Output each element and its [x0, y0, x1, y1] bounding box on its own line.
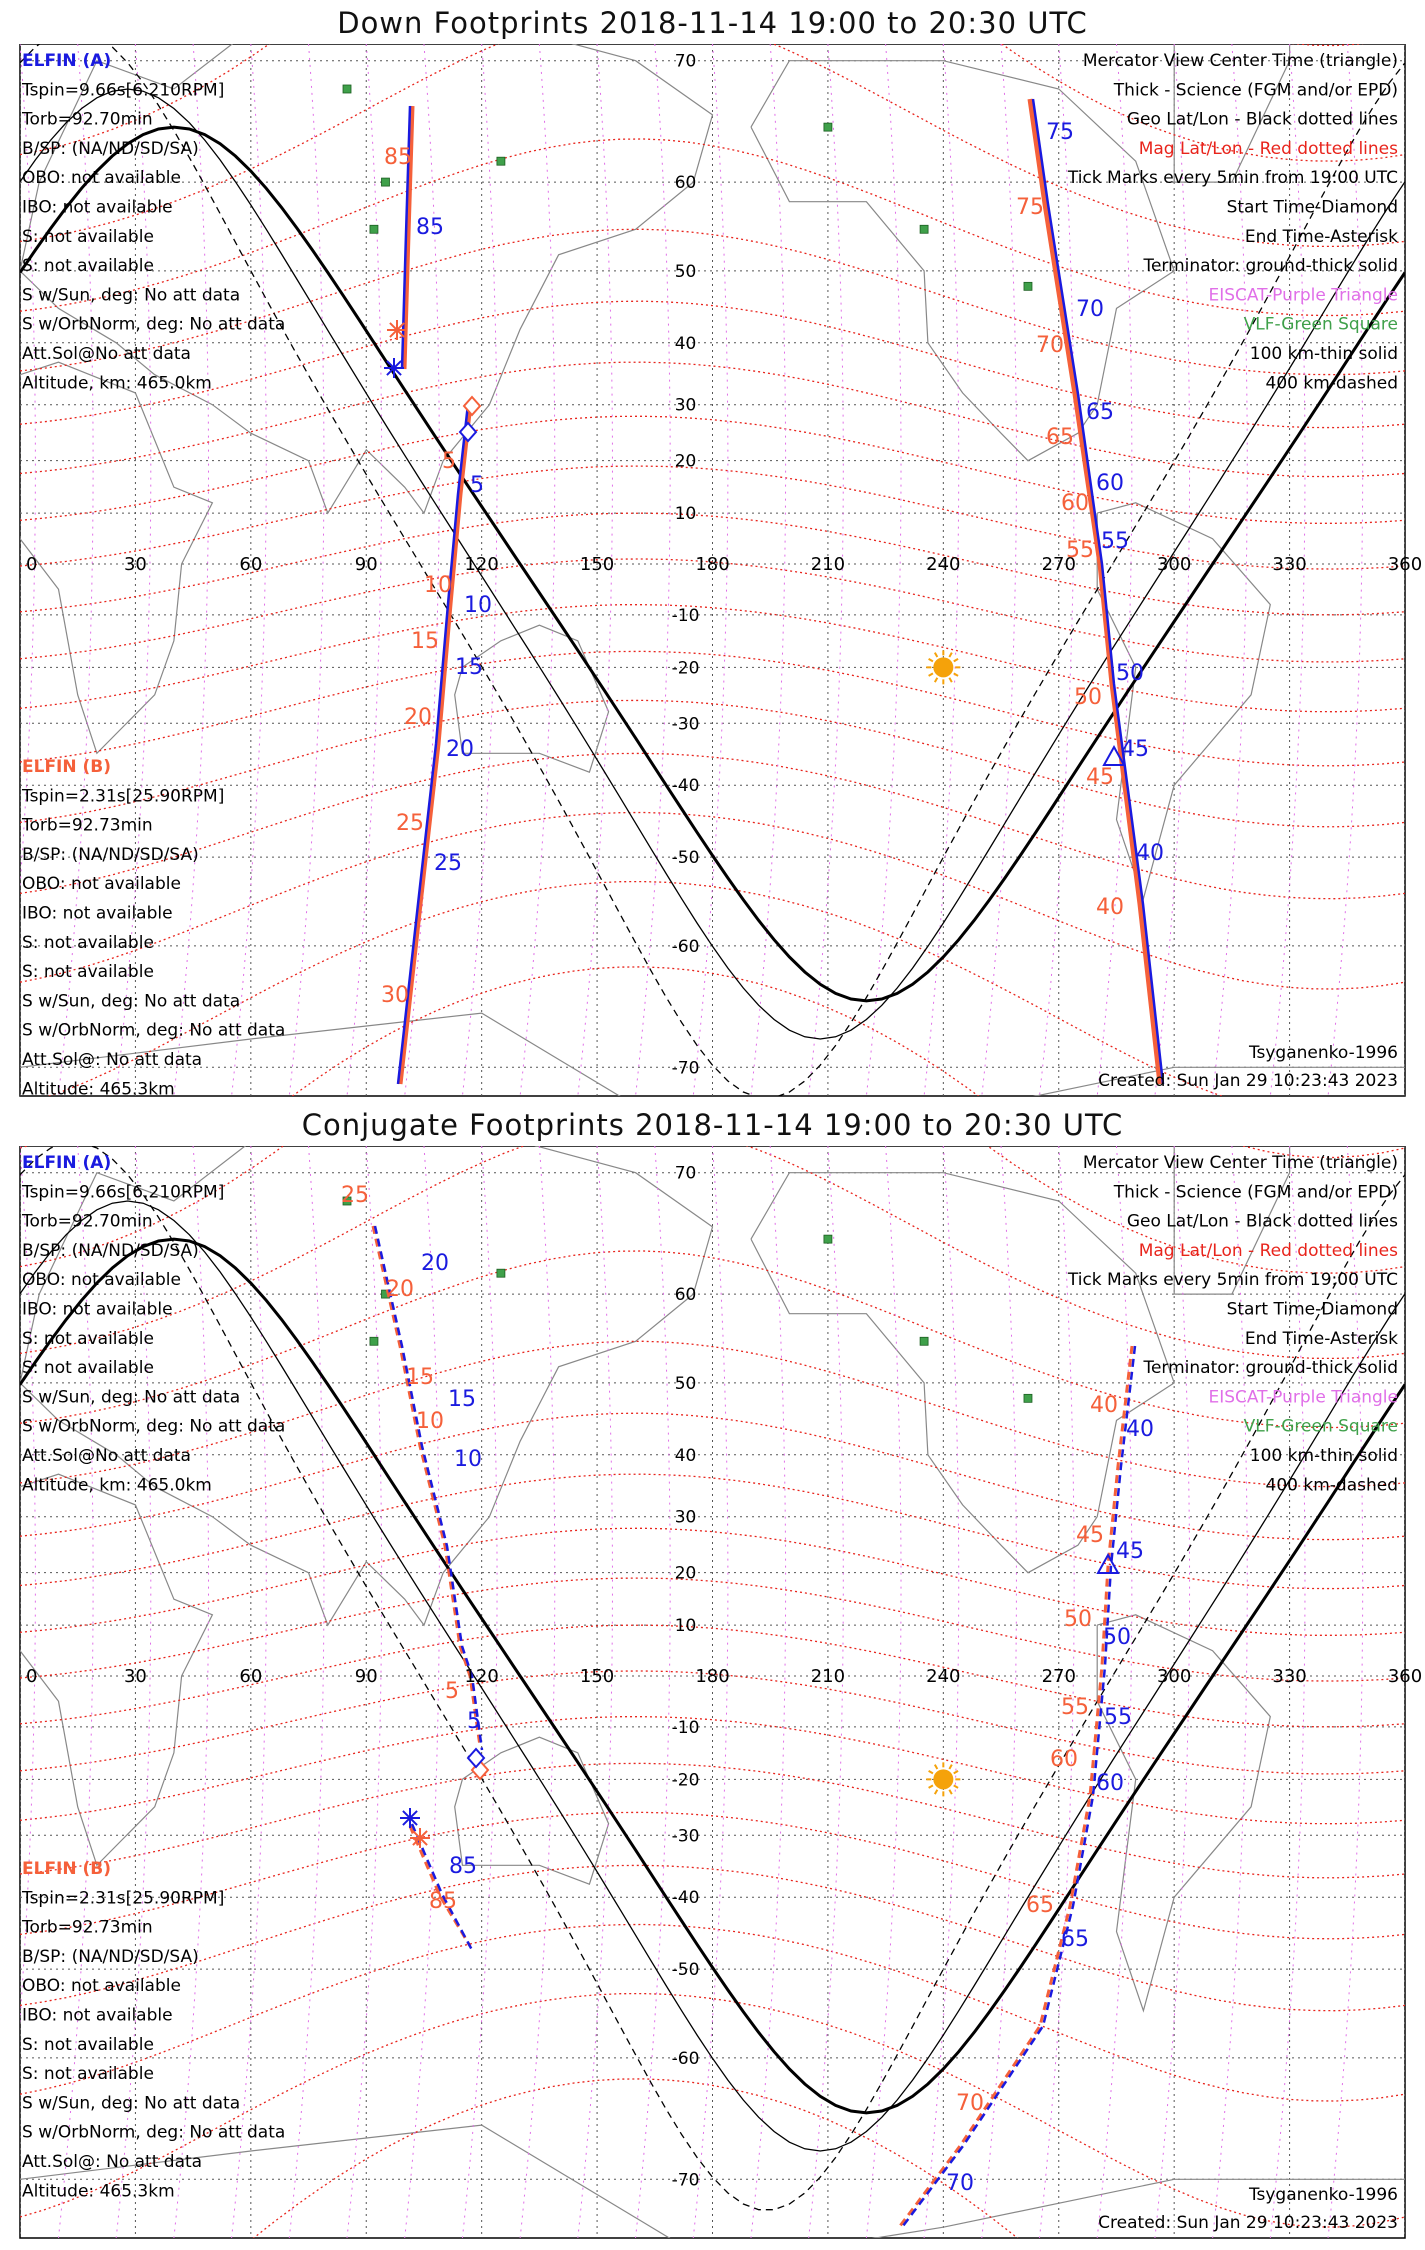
lon-tick-label: 30 — [123, 1666, 147, 1687]
elfin-a-tick-label: 75 — [1046, 120, 1074, 145]
elfin-b-info-line: OBO: not available — [22, 1976, 181, 1997]
elfin-b-tick-label: 15 — [406, 1365, 434, 1390]
lat-tick-label: 60 — [674, 1285, 697, 1306]
elfin-b-end-asterisk — [410, 1828, 430, 1848]
elfin-a-tick-label: 60 — [1096, 1771, 1124, 1796]
lat-tick-label: 40 — [674, 333, 697, 354]
vlf-station-marker — [824, 123, 832, 131]
legend-item: Tick Marks every 5min from 19:00 UTC — [1067, 168, 1398, 189]
lat-tick-label: -70 — [671, 1058, 700, 1079]
elfin-a-tick-label: 40 — [1136, 841, 1164, 866]
legend-item: Mag Lat/Lon - Red dotted lines — [1138, 1240, 1398, 1261]
lat-tick-label: 60 — [674, 173, 697, 194]
elfin-b-tick-label: 20 — [386, 1277, 414, 1302]
legend-item: Start Time-Diamond — [1226, 1299, 1398, 1320]
elfin-a-tick-label: 65 — [1086, 400, 1114, 425]
elfin-b-tick-label: 10 — [416, 1409, 444, 1434]
elfin-a-info-line: Att.Sol@No att data — [22, 344, 191, 364]
lat-tick-label: 10 — [674, 504, 697, 525]
lat-tick-label: -10 — [671, 1717, 700, 1738]
mag-meridian — [578, 1146, 613, 2238]
lat-tick-label: -40 — [671, 1888, 700, 1909]
elfin-a-info-line: Torb=92.70min — [22, 1211, 153, 1232]
legend-item: Mercator View Center Time (triangle) — [1082, 1153, 1398, 1173]
mag-meridian — [1040, 1146, 1075, 2238]
elfin-a-tick-label: 50 — [1116, 661, 1144, 686]
lat-tick-label: -50 — [671, 848, 700, 869]
lat-tick-label: 20 — [674, 1563, 697, 1584]
lon-tick-label: 150 — [579, 554, 615, 575]
elfin-a-info-line: Tspin=9.66s[6.210RPM] — [22, 1182, 225, 1203]
elfin-b-info-line: S w/Sun, deg: No att data — [22, 2093, 241, 2114]
lat-tick-label: -10 — [671, 605, 700, 626]
mag-meridian — [636, 1146, 671, 2238]
legend-item: Start Time-Diamond — [1226, 197, 1398, 218]
elfin-b-tick-label: 65 — [1026, 1893, 1054, 1918]
elfin-b-tick-label: 5 — [445, 1679, 459, 1704]
legend-item: Terminator: ground-thick solid — [1143, 1358, 1398, 1379]
elfin-b-info-line: S w/OrbNorm, deg: No att data — [22, 2122, 286, 2143]
elfin-b-tick-label: 50 — [1064, 1607, 1092, 1632]
elfin-b-title: ELFIN (B) — [22, 757, 112, 777]
elfin-a-tick-label: 70 — [946, 2171, 974, 2196]
mag-meridian — [866, 1146, 901, 2238]
elfin-b-tick-label: 70 — [1036, 333, 1064, 358]
lon-tick-label: 60 — [239, 1666, 263, 1687]
elfin-a-info-line: Altitude, km: 465.0km — [22, 373, 212, 394]
lon-tick-label: 60 — [239, 554, 263, 575]
lon-tick-label: 120 — [464, 554, 499, 575]
lon-tick-label: 240 — [926, 554, 961, 575]
lat-tick-label: -40 — [671, 776, 700, 797]
panel-title-conjugate: Conjugate Footprints 2018-11-14 19:00 to 20:30 UTC — [301, 1108, 1124, 1142]
vlf-station-marker — [497, 157, 505, 165]
elfin-a-tick-label: 65 — [1061, 1927, 1089, 1952]
elfin-a-title: ELFIN (A) — [22, 51, 112, 71]
elfin-a-info-line: Att.Sol@No att data — [22, 1446, 191, 1466]
elfin-a-tick-label: 10 — [454, 1447, 482, 1472]
mag-meridian — [289, 44, 324, 1096]
lat-tick-label: -70 — [671, 2170, 700, 2191]
vlf-station-marker — [370, 1337, 378, 1345]
elfin-b-tick-label: 25 — [341, 1183, 369, 1208]
elfin-a-info-line: Tspin=9.66s[6.210RPM] — [22, 80, 225, 101]
elfin-b-title: ELFIN (B) — [22, 1859, 112, 1879]
model-label: Tsyganenko-1996 — [1248, 2185, 1398, 2205]
elfin-a-tick-label: 10 — [464, 593, 492, 618]
elfin-a-info-line: IBO: not available — [22, 197, 173, 218]
elfin-b-info-line: Tspin=2.31s[25.90RPM] — [22, 786, 225, 807]
mag-meridian — [174, 44, 209, 1096]
lon-tick-label: 150 — [579, 1666, 615, 1687]
model-label: Tsyganenko-1996 — [1248, 1043, 1398, 1063]
mag-meridian — [232, 1146, 267, 2238]
elfin-a-tick-label: 40 — [1126, 1417, 1154, 1442]
elfin-b-info-line: S: not available — [22, 932, 154, 953]
elfin-b-info-line: S: not available — [22, 2064, 154, 2085]
elfin-b-info-line: S w/OrbNorm, deg: No att data — [22, 1020, 286, 1041]
elfin-a-tick-label: 20 — [446, 737, 474, 762]
lon-tick-label: 300 — [1156, 1666, 1192, 1687]
lon-tick-label: 0 — [26, 554, 38, 575]
elfin-b-tick-label: 40 — [1096, 895, 1124, 920]
mag-meridian — [636, 44, 671, 1096]
elfin-b-end-asterisk — [387, 320, 407, 340]
elfin-b-tick-label: 5 — [442, 449, 456, 474]
elfin-a-tick-label: 55 — [1104, 1705, 1132, 1730]
lat-tick-label: 50 — [674, 1373, 697, 1394]
elfin-a-tick-label: 45 — [1116, 1539, 1144, 1564]
mag-meridian — [751, 1146, 786, 2238]
elfin-a-info-line: S: not available — [22, 226, 154, 247]
lat-tick-label: -20 — [671, 658, 700, 679]
created-timestamp: Created: Sun Jan 29 10:23:43 2023 — [1098, 1071, 1398, 1091]
mag-meridian — [866, 44, 901, 1096]
elfin-b-tick-label: 45 — [1076, 1523, 1104, 1548]
lat-tick-label: 40 — [674, 1445, 697, 1466]
vlf-station-marker — [343, 85, 351, 93]
lon-tick-label: 270 — [1041, 1666, 1076, 1687]
elfin-b-tick-label: 40 — [1090, 1393, 1118, 1418]
lon-tick-label: 330 — [1272, 1666, 1307, 1687]
vlf-station-marker — [370, 225, 378, 233]
elfin-b-tick-label: 55 — [1066, 538, 1094, 563]
map-panel-down — [0, 44, 1425, 1102]
elfin-a-tick-label: 70 — [1076, 297, 1104, 322]
elfin-a-info-line: Altitude, km: 465.0km — [22, 1475, 212, 1496]
elfin-b-tick-label: 10 — [424, 573, 452, 598]
lon-tick-label: 180 — [695, 554, 730, 575]
elfin-a-tick-label: 25 — [434, 851, 462, 876]
legend-item: VLF-Green Square — [1243, 1416, 1398, 1437]
elfin-a-end-asterisk — [384, 358, 404, 378]
elfin-a-info-line: S w/Sun, deg: No att data — [22, 1387, 241, 1408]
mag-meridian — [405, 1146, 440, 2238]
lat-tick-label: 70 — [674, 51, 697, 72]
elfin-b-info-line: B/SP: (NA/ND/SD/SA) — [22, 844, 199, 865]
elfin-b-tick-label: 25 — [396, 811, 424, 836]
legend-item: 100 km-thin solid — [1249, 344, 1398, 364]
lon-tick-label: 270 — [1041, 554, 1076, 575]
lat-tick-label: 10 — [674, 1616, 697, 1637]
continent-outline — [751, 1173, 1174, 1573]
vlf-station-marker — [920, 225, 928, 233]
elfin-b-tick-label: 15 — [411, 629, 439, 654]
vlf-station-marker — [1024, 282, 1032, 290]
lon-tick-label: 210 — [810, 554, 846, 575]
lon-tick-label: 360 — [1387, 554, 1423, 575]
elfin-b-tick-label: 85 — [384, 145, 412, 170]
elfin-b-info-line: Altitude: 465.3km — [22, 2181, 175, 2202]
legend-item: Tick Marks every 5min from 19:00 UTC — [1067, 1270, 1398, 1291]
lon-tick-label: 180 — [695, 1666, 730, 1687]
lon-tick-label: 360 — [1387, 1666, 1423, 1687]
elfin-a-tick-label: 60 — [1096, 471, 1124, 496]
legend-item: EISCAT-Purple Triangle — [1208, 1387, 1398, 1408]
legend-item: Mercator View Center Time (triangle) — [1082, 51, 1398, 71]
mag-meridian — [289, 1146, 324, 2238]
vlf-station-marker — [824, 1235, 832, 1243]
elfin-b-info-line: B/SP: (NA/ND/SD/SA) — [22, 1946, 199, 1967]
lat-tick-label: 20 — [674, 451, 697, 472]
created-timestamp: Created: Sun Jan 29 10:23:43 2023 — [1098, 2213, 1398, 2233]
elfin-b-tick-label: 55 — [1061, 1695, 1089, 1720]
elfin-a-info-line: S w/OrbNorm, deg: No att data — [22, 314, 286, 335]
mag-meridian — [462, 1146, 497, 2238]
legend-item: Thick - Science (FGM and/or EPD) — [1113, 80, 1398, 101]
elfin-b-tick-label: 45 — [1086, 765, 1114, 790]
elfin-b-info-line: Torb=92.73min — [22, 815, 153, 836]
legend-item: Thick - Science (FGM and/or EPD) — [1113, 1182, 1398, 1203]
elfin-b-info-line: S: not available — [22, 962, 154, 983]
elfin-b-info-line: S: not available — [22, 2034, 154, 2055]
lon-tick-label: 120 — [464, 1666, 499, 1687]
legend-item: 400 km-dashed — [1265, 373, 1398, 394]
elfin-a-end-asterisk — [400, 1808, 420, 1828]
elfin-a-tick-label: 55 — [1101, 529, 1129, 554]
lat-tick-label: 70 — [674, 1163, 697, 1184]
elfin-b-info-line: IBO: not available — [22, 2005, 173, 2026]
vlf-station-marker — [497, 1269, 505, 1277]
elfin-a-info-line: B/SP: (NA/ND/SD/SA) — [22, 1240, 199, 1261]
lon-tick-label: 90 — [354, 554, 378, 575]
elfin-b-info-line: Att.Sol@: No att data — [22, 2152, 203, 2172]
elfin-a-tick-label: 85 — [416, 215, 444, 240]
lon-tick-label: 240 — [926, 1666, 961, 1687]
vlf-station-marker — [920, 1337, 928, 1345]
elfin-b-info-line: Torb=92.73min — [22, 1917, 153, 1938]
lon-tick-label: 30 — [123, 554, 147, 575]
elfin-a-tick-label: 45 — [1121, 737, 1149, 762]
elfin-b-tick-label: 70 — [956, 2091, 984, 2116]
legend-item: Geo Lat/Lon - Black dotted lines — [1126, 1211, 1398, 1232]
elfin-b-track-east — [1030, 99, 1160, 1084]
elfin-b-info-line: Att.Sol@: No att data — [22, 1050, 203, 1070]
lat-tick-label: -20 — [671, 1770, 700, 1791]
elfin-b-tick-label: 20 — [404, 705, 432, 730]
elfin-a-info-line: OBO: not available — [22, 168, 181, 189]
lon-tick-label: 0 — [26, 1666, 38, 1687]
elfin-b-tick-label: 50 — [1074, 685, 1102, 710]
elfin-b-tick-label: 65 — [1046, 425, 1074, 450]
lon-tick-label: 300 — [1156, 554, 1192, 575]
lat-tick-label: -30 — [671, 714, 700, 735]
mag-meridian — [174, 1146, 209, 2238]
elfin-a-tick-label: 5 — [467, 1709, 481, 1734]
elfin-a-info-line: OBO: not available — [22, 1270, 181, 1291]
elfin-a-info-line: S: not available — [22, 1358, 154, 1379]
elfin-a-info-line: S w/Sun, deg: No att data — [22, 285, 241, 306]
panel-title-down: Down Footprints 2018-11-14 19:00 to 20:30 UTC — [337, 6, 1088, 40]
map-content — [1, 1146, 1405, 2244]
elfin-a-info-line: S w/OrbNorm, deg: No att data — [22, 1416, 286, 1437]
lat-tick-label: -30 — [671, 1826, 700, 1847]
lat-tick-label: 50 — [674, 261, 697, 282]
legend-item: Terminator: ground-thick solid — [1143, 256, 1398, 277]
mag-meridian — [809, 1146, 844, 2238]
elfin-a-tick-label: 15 — [448, 1387, 476, 1412]
elfin-a-info-line: S: not available — [22, 1328, 154, 1349]
mag-meridian — [924, 1146, 959, 2238]
elfin-a-tick-label: 20 — [421, 1251, 449, 1276]
mag-meridian — [982, 44, 1017, 1096]
elfin-a-info-line: S: not available — [22, 256, 154, 277]
legend-item: End Time-Asterisk — [1244, 226, 1398, 247]
elfin-b-info-line: Altitude: 465.3km — [22, 1079, 175, 1100]
elfin-a-tick-label: 5 — [470, 473, 484, 498]
continent-outline — [455, 625, 609, 772]
lon-tick-label: 330 — [1272, 554, 1307, 575]
elfin-b-tick-label: 60 — [1050, 1747, 1078, 1772]
elfin-a-info-line: Torb=92.70min — [22, 109, 153, 130]
legend-item: EISCAT-Purple Triangle — [1208, 285, 1398, 306]
elfin-b-tick-label: 60 — [1061, 491, 1089, 516]
elfin-b-tick-label: 30 — [381, 983, 409, 1008]
legend-item: Geo Lat/Lon - Black dotted lines — [1126, 109, 1398, 130]
map-panel-conjugate — [0, 1146, 1425, 2244]
lat-tick-label: -60 — [671, 936, 700, 957]
legend-item: End Time-Asterisk — [1244, 1328, 1398, 1349]
mag-meridian — [347, 1146, 382, 2238]
lat-tick-label: -60 — [671, 2048, 700, 2069]
elfin-a-title: ELFIN (A) — [22, 1153, 112, 1173]
legend-item: Mag Lat/Lon - Red dotted lines — [1138, 138, 1398, 159]
mag-meridian — [693, 1146, 728, 2238]
lon-tick-label: 90 — [354, 1666, 378, 1687]
lat-tick-label: 30 — [674, 395, 697, 416]
lat-tick-label: -50 — [671, 1960, 700, 1981]
mag-meridian — [520, 1146, 555, 2238]
legend-item: VLF-Green Square — [1243, 314, 1398, 335]
elfin-b-info-line: IBO: not available — [22, 903, 173, 924]
lat-tick-label: 30 — [674, 1507, 697, 1528]
elfin-a-tick-label: 85 — [449, 1854, 477, 1879]
elfin-a-tick-label: 15 — [455, 655, 483, 680]
mag-meridian — [1155, 1146, 1190, 2238]
vlf-station-marker — [1024, 1394, 1032, 1402]
legend-item: 400 km-dashed — [1265, 1475, 1398, 1496]
mag-parallel — [20, 753, 1405, 898]
elfin-b-info-line: S w/Sun, deg: No att data — [22, 991, 241, 1012]
elfin-b-info-line: OBO: not available — [22, 874, 181, 895]
lon-tick-label: 210 — [810, 1666, 846, 1687]
elfin-b-tick-label: 75 — [1016, 195, 1044, 220]
legend-item: 100 km-thin solid — [1249, 1446, 1398, 1466]
elfin-b-info-line: Tspin=2.31s[25.90RPM] — [22, 1888, 225, 1909]
vlf-station-marker — [381, 178, 389, 186]
elfin-a-info-line: B/SP: (NA/ND/SD/SA) — [22, 138, 199, 159]
elfin-a-info-line: IBO: not available — [22, 1299, 173, 1320]
elfin-b-tick-label: 85 — [429, 1889, 457, 1914]
elfin-a-tick-label: 50 — [1103, 1625, 1131, 1650]
